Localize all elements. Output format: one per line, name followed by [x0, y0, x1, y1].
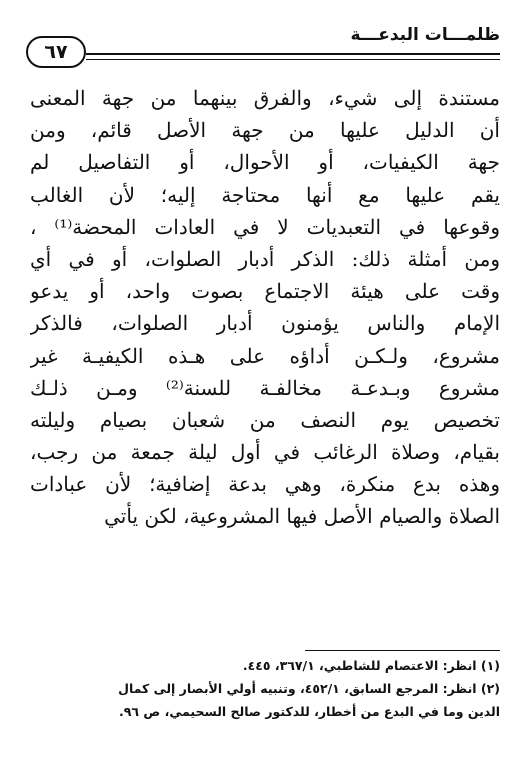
text-line: الإمام والناس يؤمنون أدبار الصلوات، فالذكر — [30, 311, 500, 336]
text-line: وقت على هيئة الاجتماع بصوت واحد، أو يدعو — [30, 279, 500, 304]
text-line: وقوعها في التعبديات لا في العادات المحضة⁽¹⁾ ، — [30, 214, 500, 239]
text-line: أن الدليل عليها من جهة الأصل قائم، ومن — [30, 118, 500, 143]
body-text — [30, 82, 500, 533]
page-number-badge — [26, 36, 86, 68]
text-line: بقيام، وصلاة الرغائب في أول ليلة جمعة من رجب، — [30, 440, 500, 465]
text-line: ومن أمثلة ذلك: الذكر أدبار الصلوات، أو في أي — [30, 246, 500, 271]
text-line: وهذه بدع منكرة، وهي بدعة إضافية؛ لأن عبادات — [30, 472, 500, 497]
header-rule-thick — [86, 53, 500, 55]
text-line: الصلاة والصيام الأصل فيها المشروعية، لكن يأتي — [104, 504, 500, 529]
footnotes — [26, 654, 500, 723]
text-line: مستندة إلى شيء، والفرق بينهما من جهة المعنى — [30, 86, 500, 110]
page-number: ٦٧ — [44, 41, 68, 63]
footnote-1: (١) انظر: الاعتصام للشاطبي، ٣٦٧/١، ٤٤٥. — [242, 658, 500, 673]
text-line: تخصيص يوم النصف من شعبان بصيام وليلته — [30, 407, 500, 432]
header-rule-thin — [86, 59, 500, 60]
text-line: يقم عليها مع أنها محتاجة إليه؛ لأن الغالب — [30, 182, 500, 207]
running-title: ظلمـــات البدعـــة — [350, 25, 500, 45]
footnote-2-continued: الدين وما في البدع من أخطار، للدكتور صالح السحيمي، ص ٩٦. — [119, 704, 500, 719]
text-line: جهة الكيفيات، أو الأحوال، أو التفاصيل لم — [30, 150, 500, 175]
text-line: مشروع وبـدعـة مخالفـة للسنة⁽²⁾ ومـن ذلـك — [30, 375, 500, 400]
footnote-separator — [305, 650, 500, 651]
footnote-2: (٢) انظر: المرجع السابق، ٤٥٢/١، وتنبيه أولي الأبصار إلى كمال — [118, 681, 500, 696]
page-header — [26, 22, 500, 72]
text-line: مشروع، ولـكـن أداؤه على هـذه الكيفيـة غير — [30, 343, 500, 368]
